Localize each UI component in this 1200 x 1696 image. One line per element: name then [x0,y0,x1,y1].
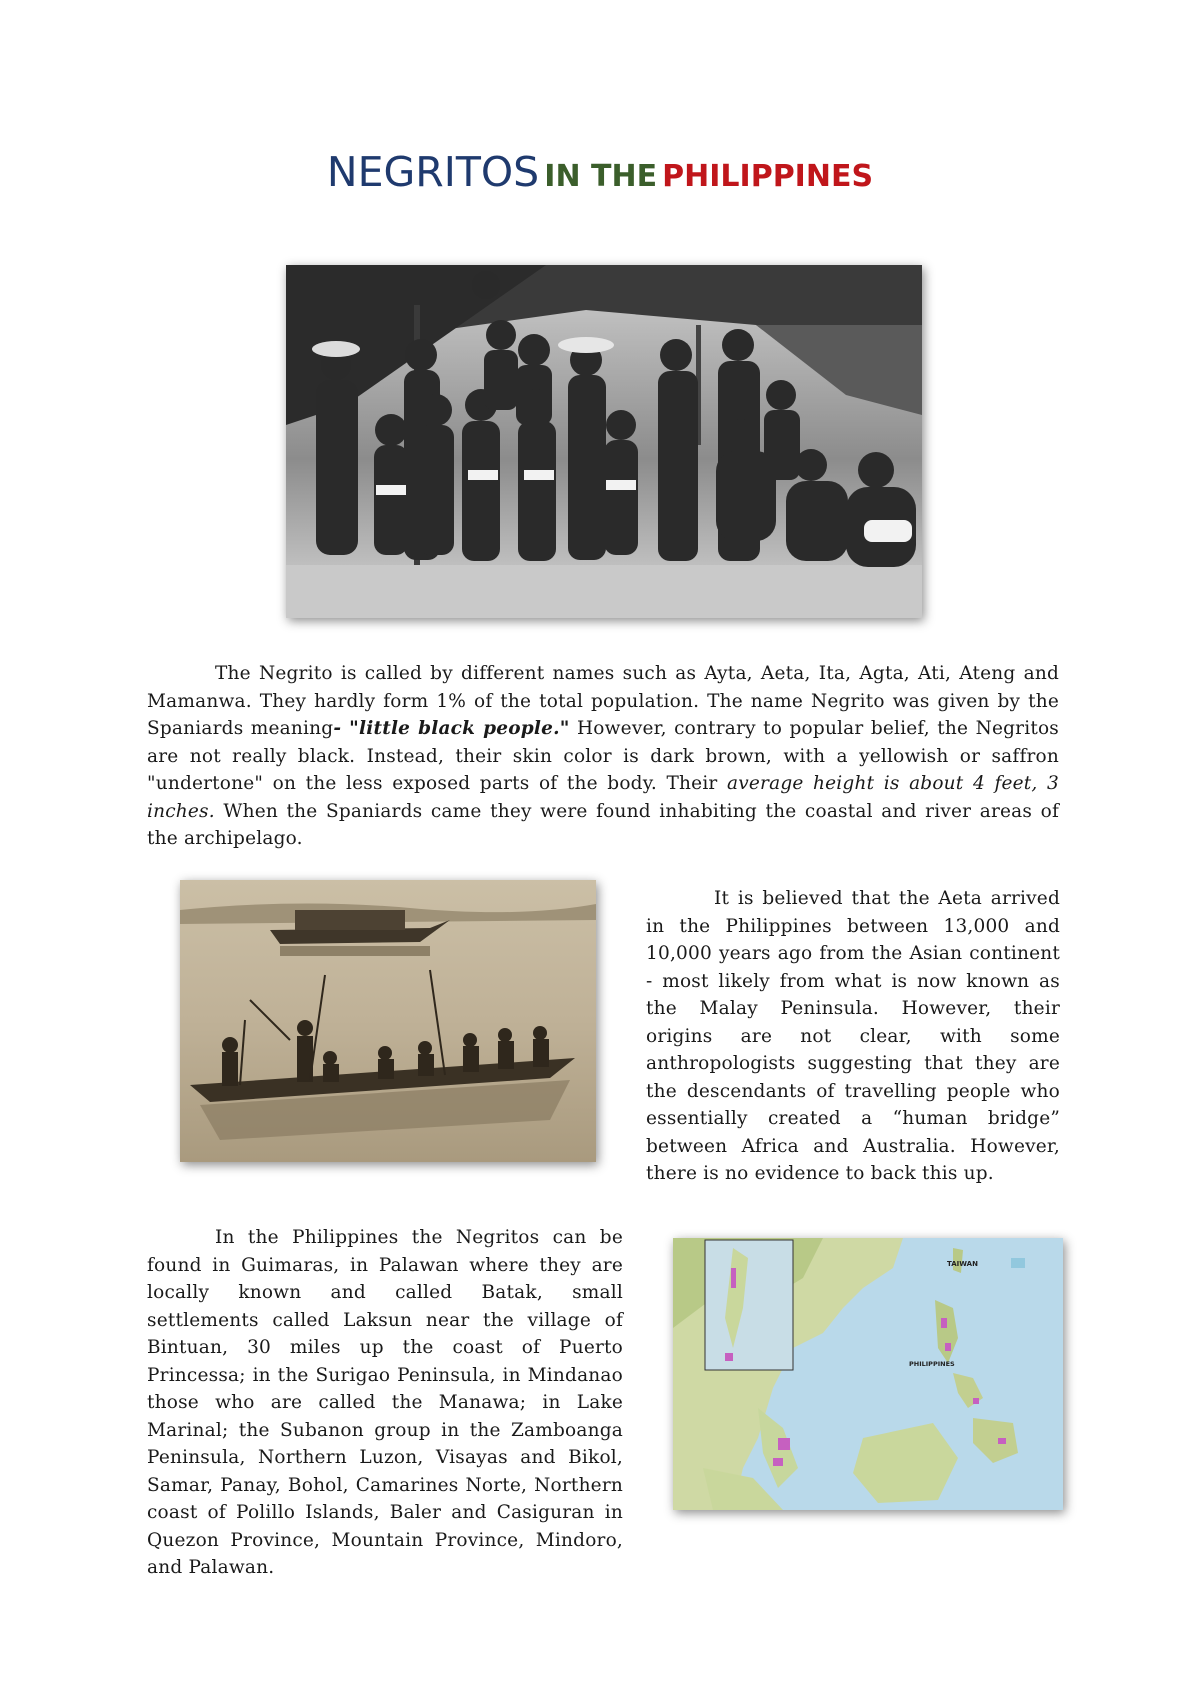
group-photo [286,265,922,618]
title-in-the: IN THE [544,159,658,194]
emphasis-average-height: average height is about 4 feet, 3 inches. [147,773,1059,822]
intro-paragraph: The Negrito is called by different names such as Ayta, Aeta, Ita, Agta, Ati, Ateng and Mamanwa. They hardly form 1% of the total population. The name Negrito was given by the Spaniards meaning- "little black people." However, contrary to popular belief, the Negritos are not really black. Instead, their skin color is dark brown, with a yellowish or saffron "undertone" on the less exposed parts of the body. Their average height is about 4 feet, 3 inches. When the Spaniards came they were found inhabiting the coastal and river areas of the archipelago. [147,663,1059,849]
title-negritos: NEGRITOS [326,148,540,196]
emphasis-little-black-people: - "little black people." [333,718,570,739]
locations-paragraph: In the Philippines the Negritos can be found in Guimaras, in Palawan where they are locally known and called Batak, small settlements called Laksun near the village of Bintuan, 30 miles up the coast of Puerto Princessa; in the Surigao Peninsula, in Mindanao those who are called the Manawa; in Lake Marinal; the Subanon group in the Zamboanga Peninsula, Northern Luzon, Visayas and Bikol, Samar, Panay, Bohol, Camarines Norte, Northern coast of Polillo Islands, Baler and Casiguran in Quezon Province, Mountain Province, Mindoro, and Palawan. [147,1227,623,1578]
page-title [0,148,1200,196]
map-label-philippines: PHILIPPINES [909,1360,955,1368]
map-label-taiwan: TAIWAN [947,1260,978,1268]
canoe-photo [180,880,596,1162]
southeast-asia-map [673,1238,1063,1510]
title-philippines: PHILIPPINES [662,159,874,194]
origins-paragraph: It is believed that the Aeta arrived in the Philippines between 13,000 and 10,000 years ago from the Asian continent - most likely from what is now known as the Malay Peninsula. However, their origins are not clear, with some anthropologists suggesting that they are the descendants of travelling people who essentially created a “human bridge” between Africa and Australia. However, there is no evidence to back this up. [646,888,1060,1184]
